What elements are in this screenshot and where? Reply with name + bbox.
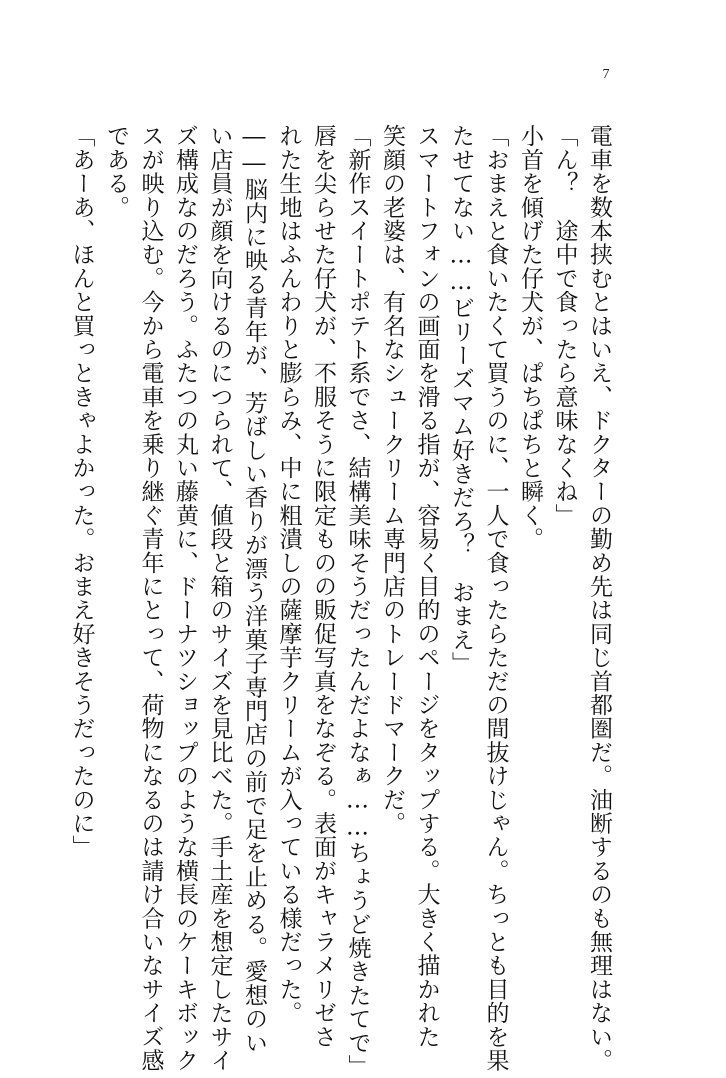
- text-line: ズ構成なのだろう。ふたつの丸い藤黄に、ドーナツショップのような横長のケーキボック: [172, 124, 198, 1072]
- text-line: 唇を尖らせた仔犬が、不服そうに限定ものの販促写真をなぞる。表面がキャラメリゼさ: [310, 124, 336, 1049]
- text-line: れた生地はふんわりと膨らみ、中に粗潰しの薩摩芋クリームが入っている様だった。: [275, 124, 302, 1025]
- text-line: たせてない……ビリーズマム好きだろ？ おまえ」: [448, 124, 474, 676]
- text-line: スが映り込む。今から電車を乗り継ぐ青年にとって、荷物になるのは請け合いなサイズ感: [137, 124, 164, 1072]
- text-line: である。: [103, 124, 129, 219]
- text-line: 「新作スイートポテト系でさ、結構美味そうだったんだよなぁ……ちょうど焼きたてで」: [344, 124, 371, 1078]
- text-line: 笑顔の老婆は、有名なシュークリーム専門店のトレードマークだ。: [379, 124, 405, 835]
- text-line: 小首を傾げた仔犬が、ぱちぱちと瞬く。: [517, 124, 543, 551]
- text-line: 「おまえと食いたくて買うのに、一人で食ったらただの間抜けじゃん。ちっとも目的を果: [482, 124, 509, 1072]
- page-number: 7: [602, 67, 610, 82]
- text-line: い店員が顔を向けるのにつられて、値段と箱のサイズを見比べた。手土産を想定したサイ: [206, 124, 233, 1072]
- vertical-text-body: [64, 124, 616, 1078]
- text-line: ――脳内に映る青年が、芳ばしい香りが漂う洋菓子専門店の前で足を止める。愛想のい: [241, 124, 267, 1055]
- text-line: 「ん？ 途中で食ったら意味なくね」: [551, 124, 578, 527]
- text-line: 電車を数本挟むとはいえ、ドクターの勤め先は同じ首都圏だ。油断するのも無理はない。: [586, 124, 612, 1072]
- text-line: スマートフォンの画面を滑る指が、容易く目的のページをタップする。大きく描かれた: [413, 124, 440, 1049]
- text-line: 「あーあ、ほんと買っときゃよかった。おまえ好きそうだったのに」: [68, 124, 95, 859]
